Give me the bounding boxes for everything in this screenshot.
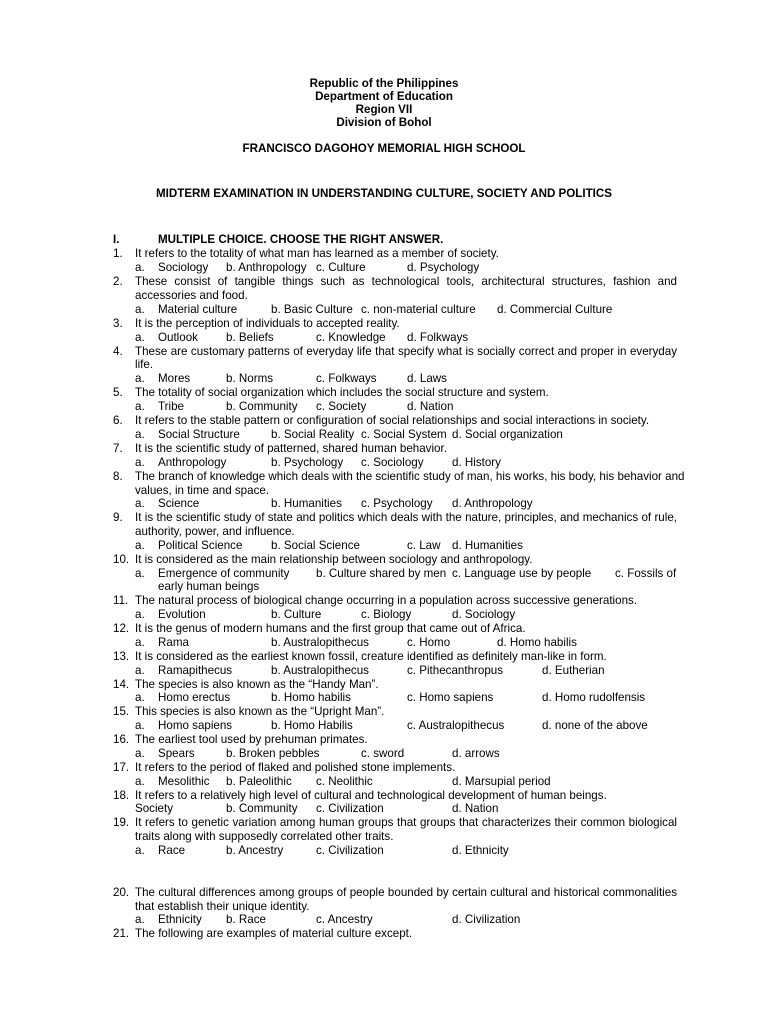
- choice-c: c. Neolithic: [316, 775, 373, 788]
- choice-c: c. Law: [407, 539, 441, 552]
- question-text: It refers to genetic variation among human groups that groups that characterizes their common biological: [135, 816, 677, 829]
- choice-letter: a.: [135, 608, 145, 621]
- choice-d: d. Nation: [407, 400, 454, 413]
- question-text: It refers to the totality of what man has learned as a member of society.: [135, 247, 499, 260]
- question-number: 3.: [113, 317, 123, 330]
- choice-letter: a.: [135, 567, 145, 580]
- choice-d: d. Social organization: [452, 428, 563, 441]
- choice-a: Mesolithic: [158, 775, 210, 788]
- header-republic: Republic of the Philippines: [309, 77, 459, 90]
- choice-a: Ramapithecus: [158, 664, 233, 677]
- choice-a: Science: [158, 497, 200, 510]
- question-number: 10.: [113, 553, 130, 566]
- choice-b: b. Basic Culture: [271, 303, 353, 316]
- choice-d: d. none of the above: [542, 719, 648, 732]
- choice-c: c. Civilization: [316, 844, 384, 857]
- question-text: It is the scientific study of patterned, shared human behavior.: [135, 442, 447, 455]
- question-text: The earliest tool used by prehuman primates.: [135, 733, 368, 746]
- choice-c: c. Homo: [407, 636, 451, 649]
- choice-b: b. Culture: [271, 608, 322, 621]
- choice-d: d. Marsupial period: [452, 775, 551, 788]
- choice-b: b. Psychology: [271, 456, 344, 469]
- choice-letter: a.: [135, 844, 145, 857]
- choice-c: c. Social System: [361, 428, 447, 441]
- question-text: The branch of knowledge which deals with the scientific study of man, his works, his body, his behavior and: [135, 470, 685, 483]
- choice-c: c. Psychology: [361, 497, 433, 510]
- question-text: The cultural differences among groups of people bounded by certain cultural and historical commonalities: [135, 886, 677, 899]
- question-number: 21.: [113, 927, 130, 940]
- question-number: 12.: [113, 622, 130, 635]
- question-text-continued: traits along with supposedly correlated other traits.: [135, 830, 394, 843]
- exam-title: MIDTERM EXAMINATION IN UNDERSTANDING CULTURE, SOCIETY AND POLITICS: [155, 187, 613, 200]
- question-text: These consist of tangible things such as technological tools, architectural structures, fashion and: [135, 275, 677, 288]
- choice-a: Rama: [158, 636, 189, 649]
- choice-a: Evolution: [158, 608, 206, 621]
- choice-a: Race: [158, 844, 186, 857]
- choice-b: b. Beliefs: [226, 331, 274, 344]
- question-number: 5.: [113, 386, 123, 399]
- choice-b: b. Social Reality: [271, 428, 355, 441]
- choice-d: d. Folkways: [407, 331, 469, 344]
- choice-d: d. History: [452, 456, 501, 469]
- question-text-continued: accessories and food.: [135, 289, 248, 302]
- choice-d-continued: early human beings: [158, 580, 260, 593]
- choice-a: Homo erectus: [158, 691, 231, 704]
- choice-c: c. Pithecanthropus: [407, 664, 504, 677]
- question-text: It refers to the period of flaked and polished stone implements.: [135, 761, 456, 774]
- question-number: 15.: [113, 705, 130, 718]
- choice-d: d. Homo rudolfensis: [542, 691, 646, 704]
- choice-b: b. Broken pebbles: [226, 747, 320, 760]
- choice-b: b. Anthropology: [226, 261, 307, 274]
- question-text: The species is also known as the “Handy Man”.: [135, 678, 379, 691]
- question-number: 8.: [113, 470, 123, 483]
- choice-b: b. Race: [226, 913, 266, 926]
- choice-letter: a.: [135, 261, 145, 274]
- choice-c: c. Ancestry: [316, 913, 373, 926]
- question-number: 11.: [113, 594, 129, 607]
- choice-d: d. Eutherian: [542, 664, 605, 677]
- choice-b: b. Community: [226, 802, 298, 815]
- choice-a: Outlook: [158, 331, 198, 344]
- choice-d: c. Fossils of: [615, 567, 677, 580]
- question-text-continued: values, in time and space.: [135, 484, 270, 497]
- choice-letter: a.: [135, 372, 145, 385]
- question-number: 9.: [113, 511, 123, 524]
- choice-d: d. arrows: [452, 747, 500, 760]
- question-text: These are customary patterns of everyday life that specify what is socially correct and proper in everyday: [135, 345, 677, 358]
- choice-b: b. Australopithecus: [271, 664, 369, 677]
- choice-a: Society: [135, 802, 174, 815]
- choice-d: d. Humanities: [452, 539, 523, 552]
- header-region: Region VII: [355, 103, 413, 116]
- question-number: 17.: [113, 761, 130, 774]
- choice-b: b. Social Science: [271, 539, 360, 552]
- choice-c: c. Society: [316, 400, 367, 413]
- choice-d: d. Laws: [407, 372, 447, 385]
- question-number: 19.: [113, 816, 130, 829]
- choice-b: b. Norms: [226, 372, 274, 385]
- choice-c: c. Folkways: [316, 372, 377, 385]
- choice-d: d. Civilization: [452, 913, 521, 926]
- header-department: Department of Education: [315, 90, 453, 103]
- choice-b: b. Ancestry: [226, 844, 284, 857]
- choice-letter: a.: [135, 428, 145, 441]
- question-text-continued: that establish their unique identity.: [135, 900, 310, 913]
- choice-b: b. Culture shared by men: [316, 567, 447, 580]
- choice-b: b. Community: [226, 400, 298, 413]
- choice-c: c. Language use by people: [452, 567, 592, 580]
- question-text: This species is also known as the “Upright Man”.: [135, 705, 385, 718]
- choice-d: d. Psychology: [407, 261, 480, 274]
- question-number: 14.: [113, 678, 130, 691]
- header-division: Division of Bohol: [336, 116, 432, 129]
- choice-letter: a.: [135, 331, 145, 344]
- choice-a: Sociology: [158, 261, 209, 274]
- choice-a: Spears: [158, 747, 195, 760]
- section-title: MULTIPLE CHOICE. CHOOSE THE RIGHT ANSWER.: [158, 233, 444, 246]
- choice-c: c. sword: [361, 747, 405, 760]
- question-number: 4.: [113, 345, 123, 358]
- choice-d: d. Commercial Culture: [497, 303, 613, 316]
- choice-d: d. Nation: [452, 802, 499, 815]
- choice-letter: a.: [135, 664, 145, 677]
- choice-c: c. Knowledge: [316, 331, 386, 344]
- choice-c: c. Homo sapiens: [407, 691, 494, 704]
- choice-letter: a.: [135, 775, 145, 788]
- school-name: FRANCISCO DAGOHOY MEMORIAL HIGH SCHOOL: [242, 142, 526, 155]
- choice-a: Political Science: [158, 539, 243, 552]
- question-text: The following are examples of material culture except.: [135, 927, 413, 940]
- choice-letter: a.: [135, 303, 145, 316]
- question-text: The totality of social organization which includes the social structure and system.: [135, 386, 549, 399]
- choice-b: b. Humanities: [271, 497, 342, 510]
- choice-b: b. Australopithecus: [271, 636, 369, 649]
- choice-a: Tribe: [158, 400, 184, 413]
- question-text: It is the perception of individuals to accepted reality.: [135, 317, 400, 330]
- choice-c: c. Culture: [316, 261, 366, 274]
- question-text-continued: life.: [135, 358, 154, 371]
- question-text: It is considered as the main relationship between sociology and anthropology.: [135, 553, 533, 566]
- choice-c: c. Civilization: [316, 802, 384, 815]
- question-text-continued: authority, power, and influence.: [135, 525, 295, 538]
- choice-a: Mores: [158, 372, 191, 385]
- choice-letter: a.: [135, 913, 145, 926]
- question-text: The natural process of biological change occurring in a population across successive generations.: [135, 594, 638, 607]
- choice-d: d. Anthropology: [452, 497, 533, 510]
- choice-letter: a.: [135, 400, 145, 413]
- choice-c: c. Sociology: [361, 456, 424, 469]
- question-text: It is considered as the earliest known fossil, creature identified as definitely man-like in form.: [135, 650, 607, 663]
- question-number: 7.: [113, 442, 123, 455]
- choice-a: Ethnicity: [158, 913, 202, 926]
- question-number: 16.: [113, 733, 130, 746]
- choice-letter: a.: [135, 719, 145, 732]
- question-number: 18.: [113, 789, 130, 802]
- choice-letter: a.: [135, 691, 145, 704]
- choice-letter: a.: [135, 539, 145, 552]
- choice-a: Social Structure: [158, 428, 240, 441]
- choice-b: b. Paleolithic: [226, 775, 292, 788]
- question-number: 2.: [113, 275, 123, 288]
- choice-d: d. Sociology: [452, 608, 516, 621]
- choice-a: Homo sapiens: [158, 719, 233, 732]
- question-number: 13.: [113, 650, 130, 663]
- choice-b: b. Homo Habilis: [271, 719, 353, 732]
- choice-c: c. Biology: [361, 608, 412, 621]
- choice-a: Emergence of community: [158, 567, 290, 580]
- choice-letter: a.: [135, 456, 145, 469]
- choice-letter: a.: [135, 497, 145, 510]
- choice-a: Material culture: [158, 303, 238, 316]
- question-text: It is the genus of modern humans and the first group that came out of Africa.: [135, 622, 526, 635]
- choice-letter: a.: [135, 747, 145, 760]
- choice-letter: a.: [135, 636, 145, 649]
- section-numeral: I.: [113, 233, 120, 246]
- question-text: It refers to a relatively high level of cultural and technological development of human beings.: [135, 789, 607, 802]
- question-text: It refers to the stable pattern or configuration of social relationships and social interactions in society.: [135, 414, 650, 427]
- choice-b: b. Homo habilis: [271, 691, 351, 704]
- choice-d: d. Homo habilis: [497, 636, 577, 649]
- question-text: It is the scientific study of state and politics which deals with the nature, principles, and mechanics of rule,: [135, 511, 677, 524]
- choice-c: c. non-material culture: [361, 303, 476, 316]
- choice-d: d. Ethnicity: [452, 844, 509, 857]
- question-number: 6.: [113, 414, 123, 427]
- choice-c: c. Australopithecus: [407, 719, 505, 732]
- question-number: 1.: [113, 247, 123, 260]
- choice-a: Anthropology: [158, 456, 227, 469]
- question-number: 20.: [113, 886, 130, 899]
